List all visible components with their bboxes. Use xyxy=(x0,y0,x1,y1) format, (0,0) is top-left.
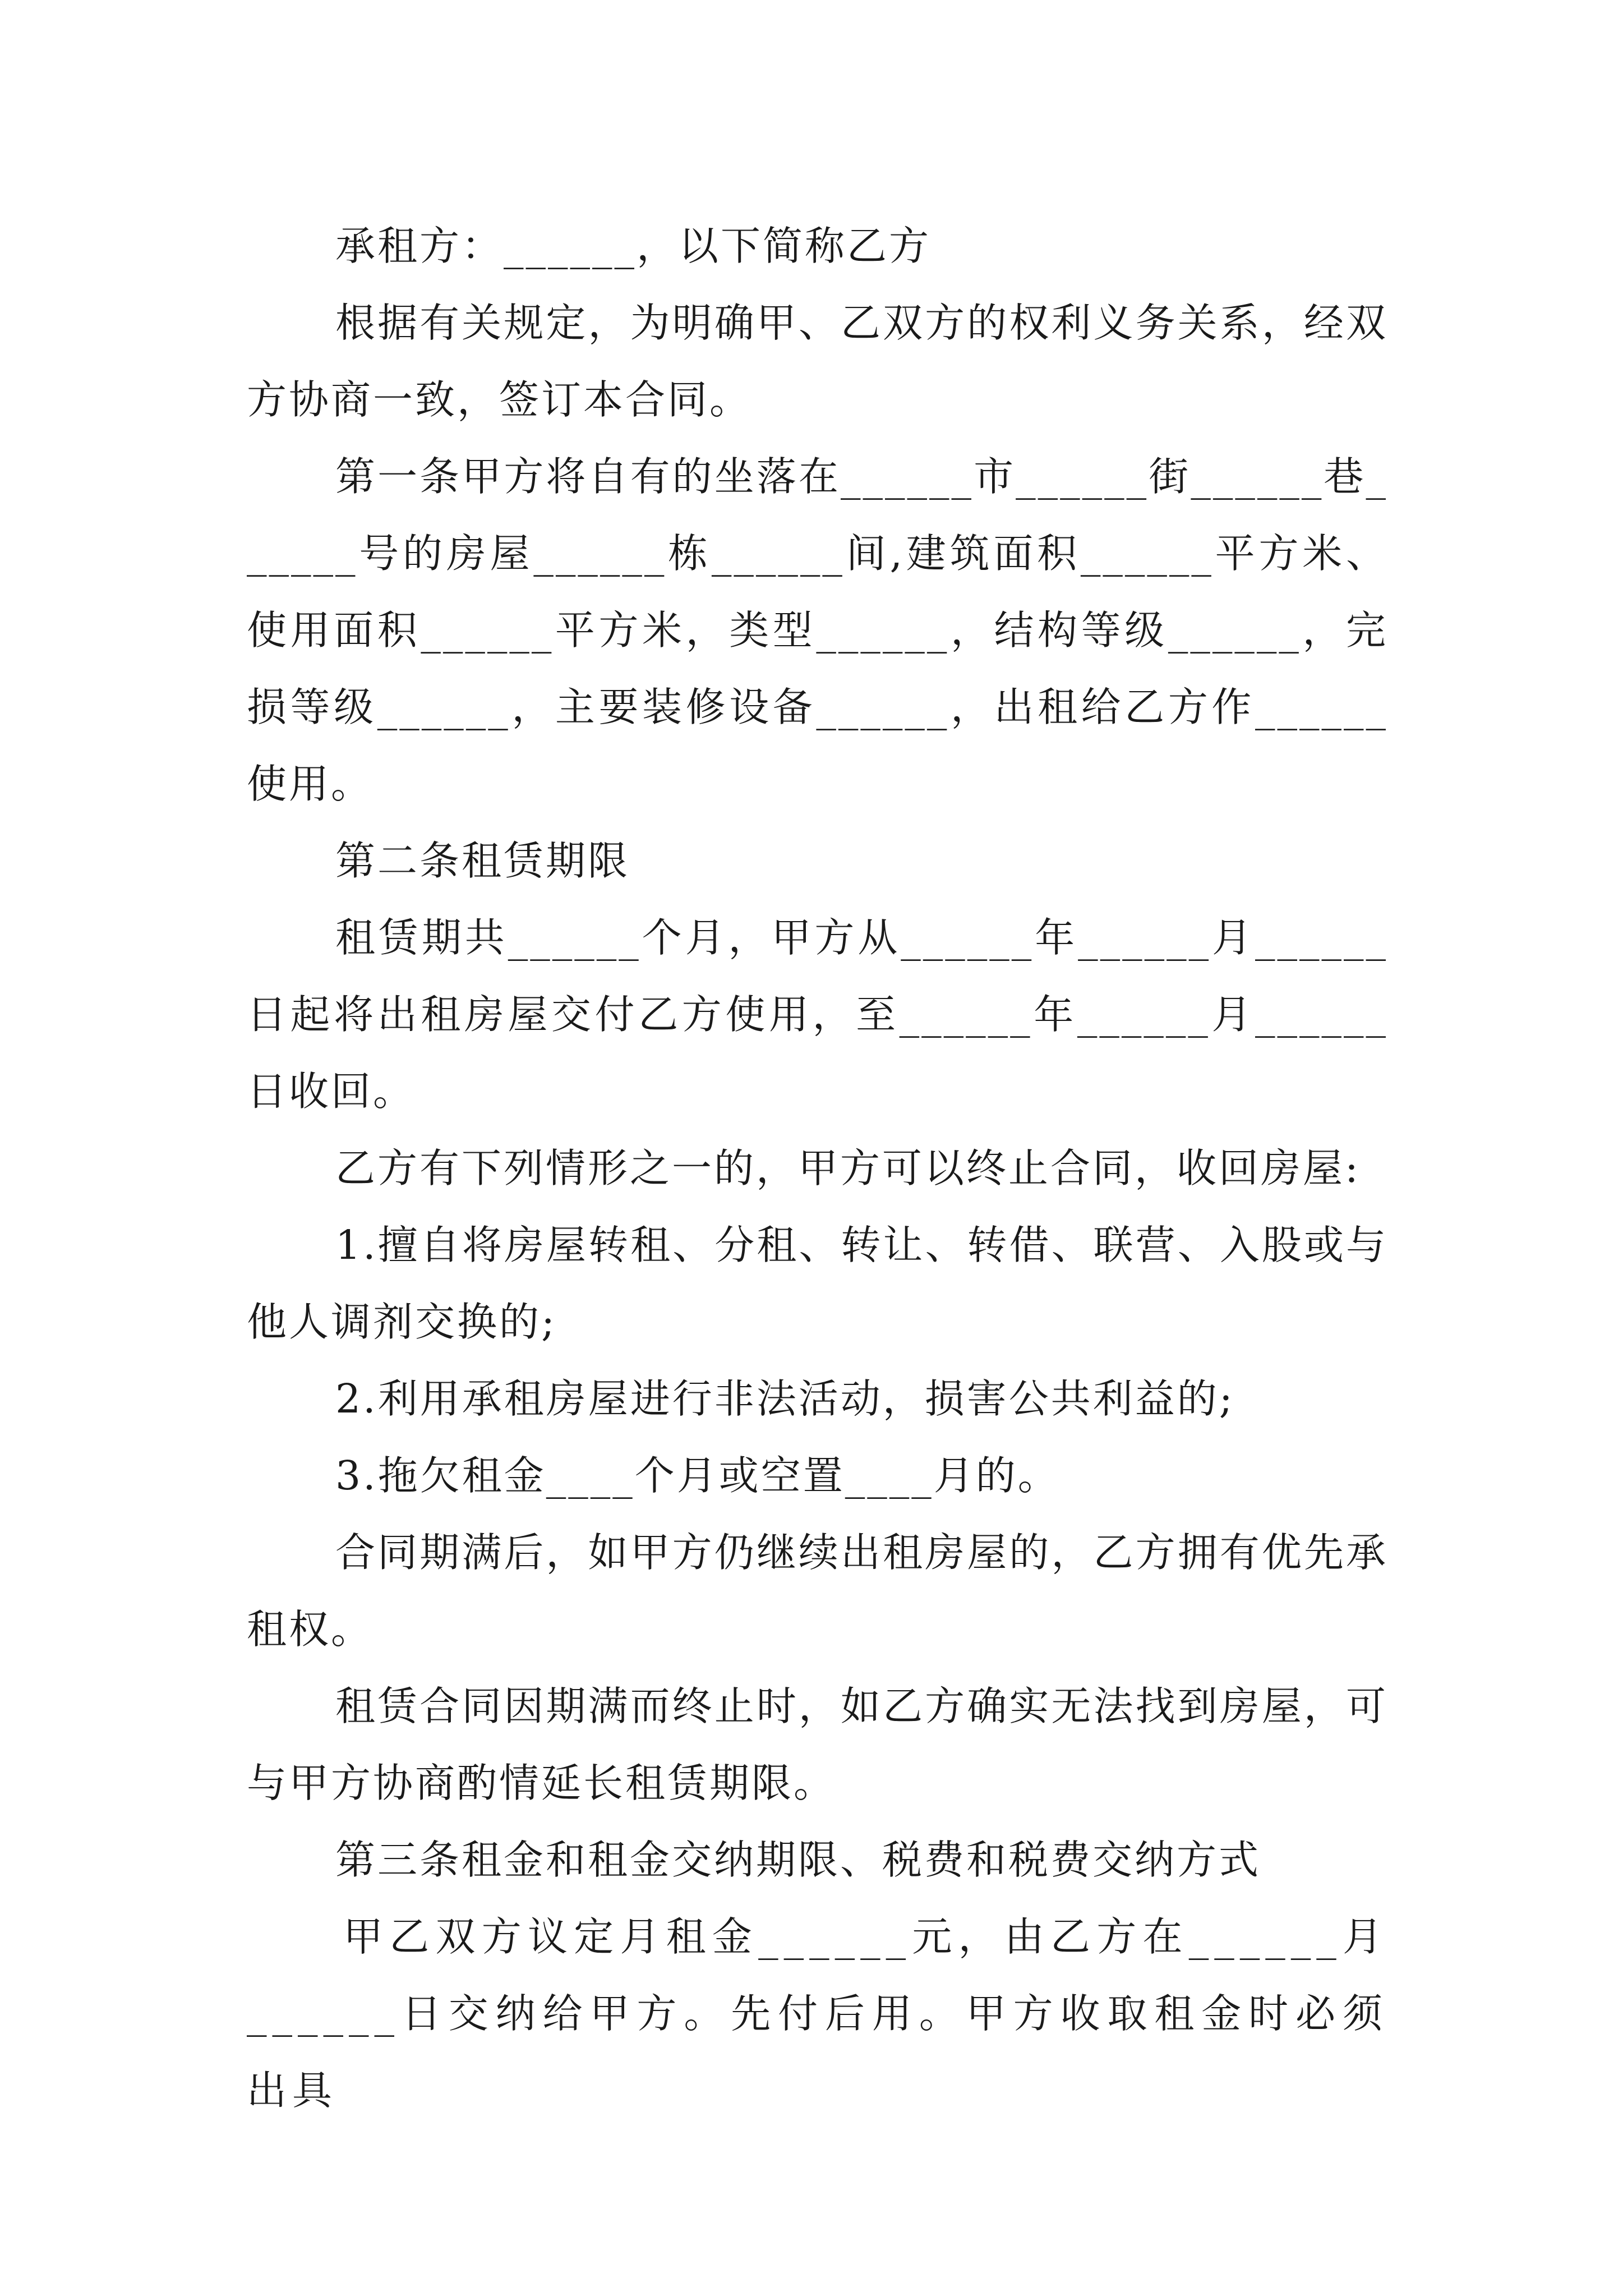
article-3-heading: 第三条租金和租金交纳期限、税费和税费交纳方式 xyxy=(335,1837,1261,1883)
termination-condition-2: 2.利用承租房屋进行非法活动，损害公共利益的; xyxy=(335,1375,1235,1422)
termination-condition-1: 1.擅自将房屋转租、分租、转让、转借、联营、入股或与他人调剂交换的; xyxy=(247,1222,1388,1345)
rent-payment-paragraph: 甲乙双方议定月租金______元，由乙方在______月______日交纳给甲方。先付后用。甲方收取租金时必须出具 xyxy=(247,1913,1388,2114)
termination-condition-3: 3.拖欠租金____个月或空置____月的。 xyxy=(335,1452,1060,1499)
preamble-paragraph: 根据有关规定，为明确甲、乙双方的权利义务关系，经双方协商一致，签订本合同。 xyxy=(247,300,1388,423)
article-1-paragraph: 第一条甲方将自有的坐落在______市______街______巷______号的房屋______栋______间,建筑面积______平方米、使用面积______平方米，类型______，结构等级______，完损等级______，主要装修设备______，出租给乙方作______使用。 xyxy=(247,453,1388,807)
extension-paragraph: 租赁合同因期满而终止时，如乙方确实无法找到房屋，可与甲方协商酌情延长租赁期限。 xyxy=(247,1683,1388,1806)
lease-term-paragraph: 租赁期共______个月，甲方从______年______月______日起将出租房屋交付乙方使用，至______年______月______日收回。 xyxy=(247,914,1388,1115)
lessee-line: 承租方：______，以下简称乙方 xyxy=(335,223,932,269)
termination-conditions-intro: 乙方有下列情形之一的，甲方可以终止合同，收回房屋: xyxy=(335,1145,1361,1191)
document-body xyxy=(247,208,1388,2129)
priority-lease-paragraph: 合同期满后，如甲方仍继续出租房屋的，乙方拥有优先承租权。 xyxy=(247,1529,1388,1653)
article-2-heading: 第二条租赁期限 xyxy=(335,838,630,884)
